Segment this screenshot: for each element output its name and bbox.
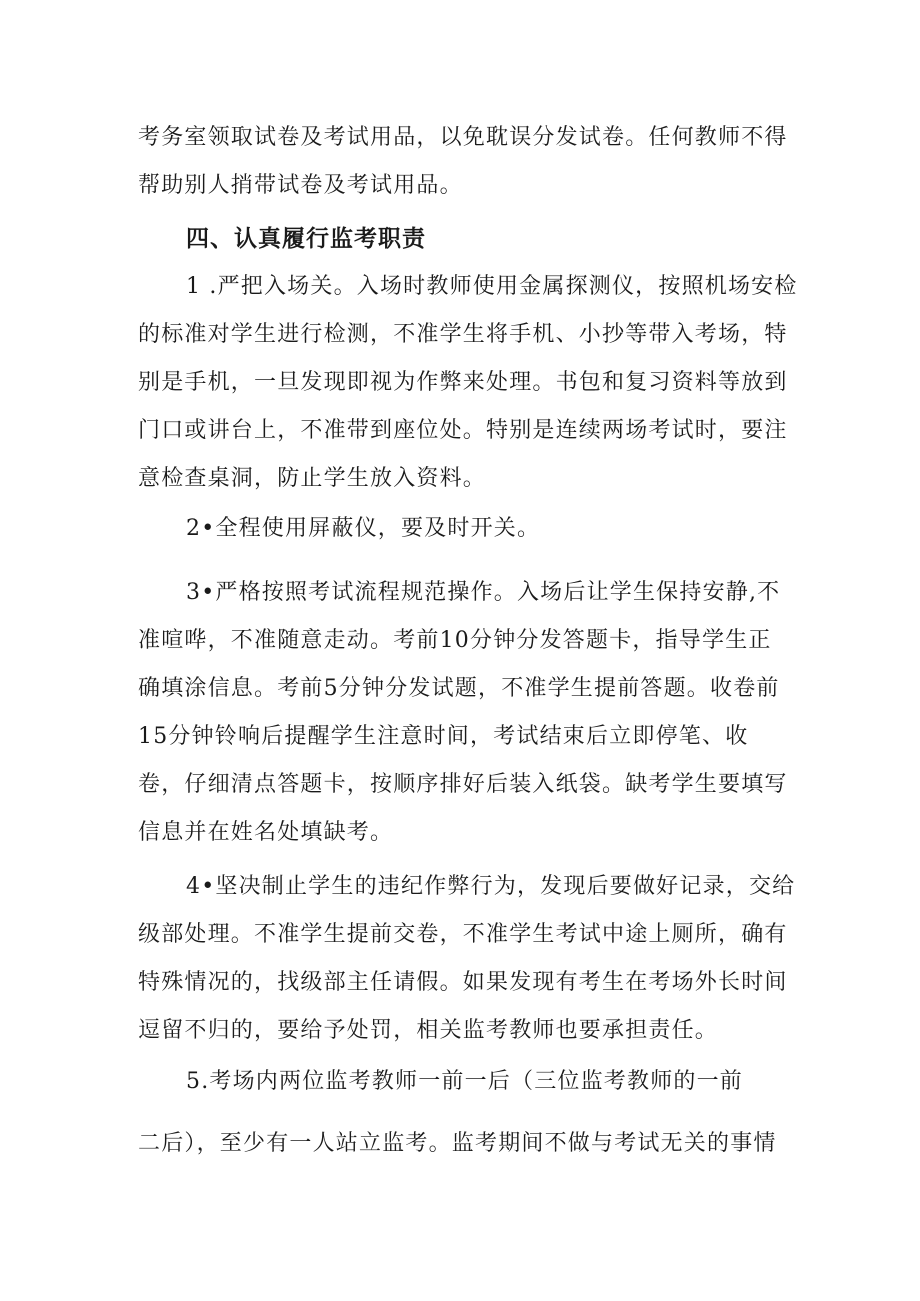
- paragraph-line: 1 .严把入场关。入场时教师使用金属探测仪，按照机场安检: [186, 274, 798, 299]
- paragraph-line: 的标准对学生进行检测，不准学生将手机、小抄等带入考场，特: [138, 322, 788, 347]
- intro-line-2: 帮助别人捎带试卷及考试用品。: [138, 173, 463, 198]
- paragraph-line: 特殊情况的，找级部主任请假。如果发现有考生在考场外长时间: [138, 970, 788, 995]
- paragraph-line: 准喧哗，不准随意走动。考前10分钟分发答题卡，指导学生正: [138, 628, 772, 653]
- section-heading: 四、认真履行监考职责: [186, 226, 426, 252]
- paragraph-line: 卷，仔细清点答题卡，按顺序排好后装入纸袋。缺考学生要填写: [138, 772, 788, 797]
- paragraph-line: 5.考场内两位监考教师一前一后（三位监考教师的一前: [186, 1069, 743, 1094]
- paragraph-line: 15分钟铃响后提醒学生注意时间，考试结束后立即停笔、收: [138, 724, 749, 749]
- paragraph-line: 信息并在姓名处填缺考。: [138, 820, 394, 845]
- paragraph-line: 4•坚决制止学生的违纪作弊行为，发现后要做好记录，交给: [186, 874, 796, 899]
- paragraph-line: 意检查桌洞，防止学生放入资料。: [138, 466, 487, 491]
- paragraph-line: 二后），至少有一人站立监考。监考期间不做与考试无关的事情: [138, 1131, 777, 1156]
- paragraph-line: 逗留不归的，要给予处罚，相关监考教师也要承担责任。: [138, 1018, 719, 1043]
- intro-line-1: 考务室领取试卷及考试用品，以免耽误分发试卷。任何教师不得: [138, 125, 788, 150]
- paragraph-line: 门口或讲台上，不准带到座位处。特别是连续两场考试时，要注: [138, 418, 788, 443]
- paragraph-line: 3•严格按照考试流程规范操作。入场后让学生保持安静,不: [186, 580, 781, 605]
- paragraph-line: 级部处理。不准学生提前交卷，不准学生考试中途上厕所，确有: [138, 922, 788, 947]
- paragraph-line: 别是手机，一旦发现即视为作弊来处理。书包和复习资料等放到: [138, 370, 788, 395]
- paragraph-line: 2•全程使用屏蔽仪，要及时开关。: [186, 516, 541, 541]
- paragraph-line: 确填涂信息。考前5分钟分发试题，不准学生提前答题。收卷前: [138, 676, 780, 701]
